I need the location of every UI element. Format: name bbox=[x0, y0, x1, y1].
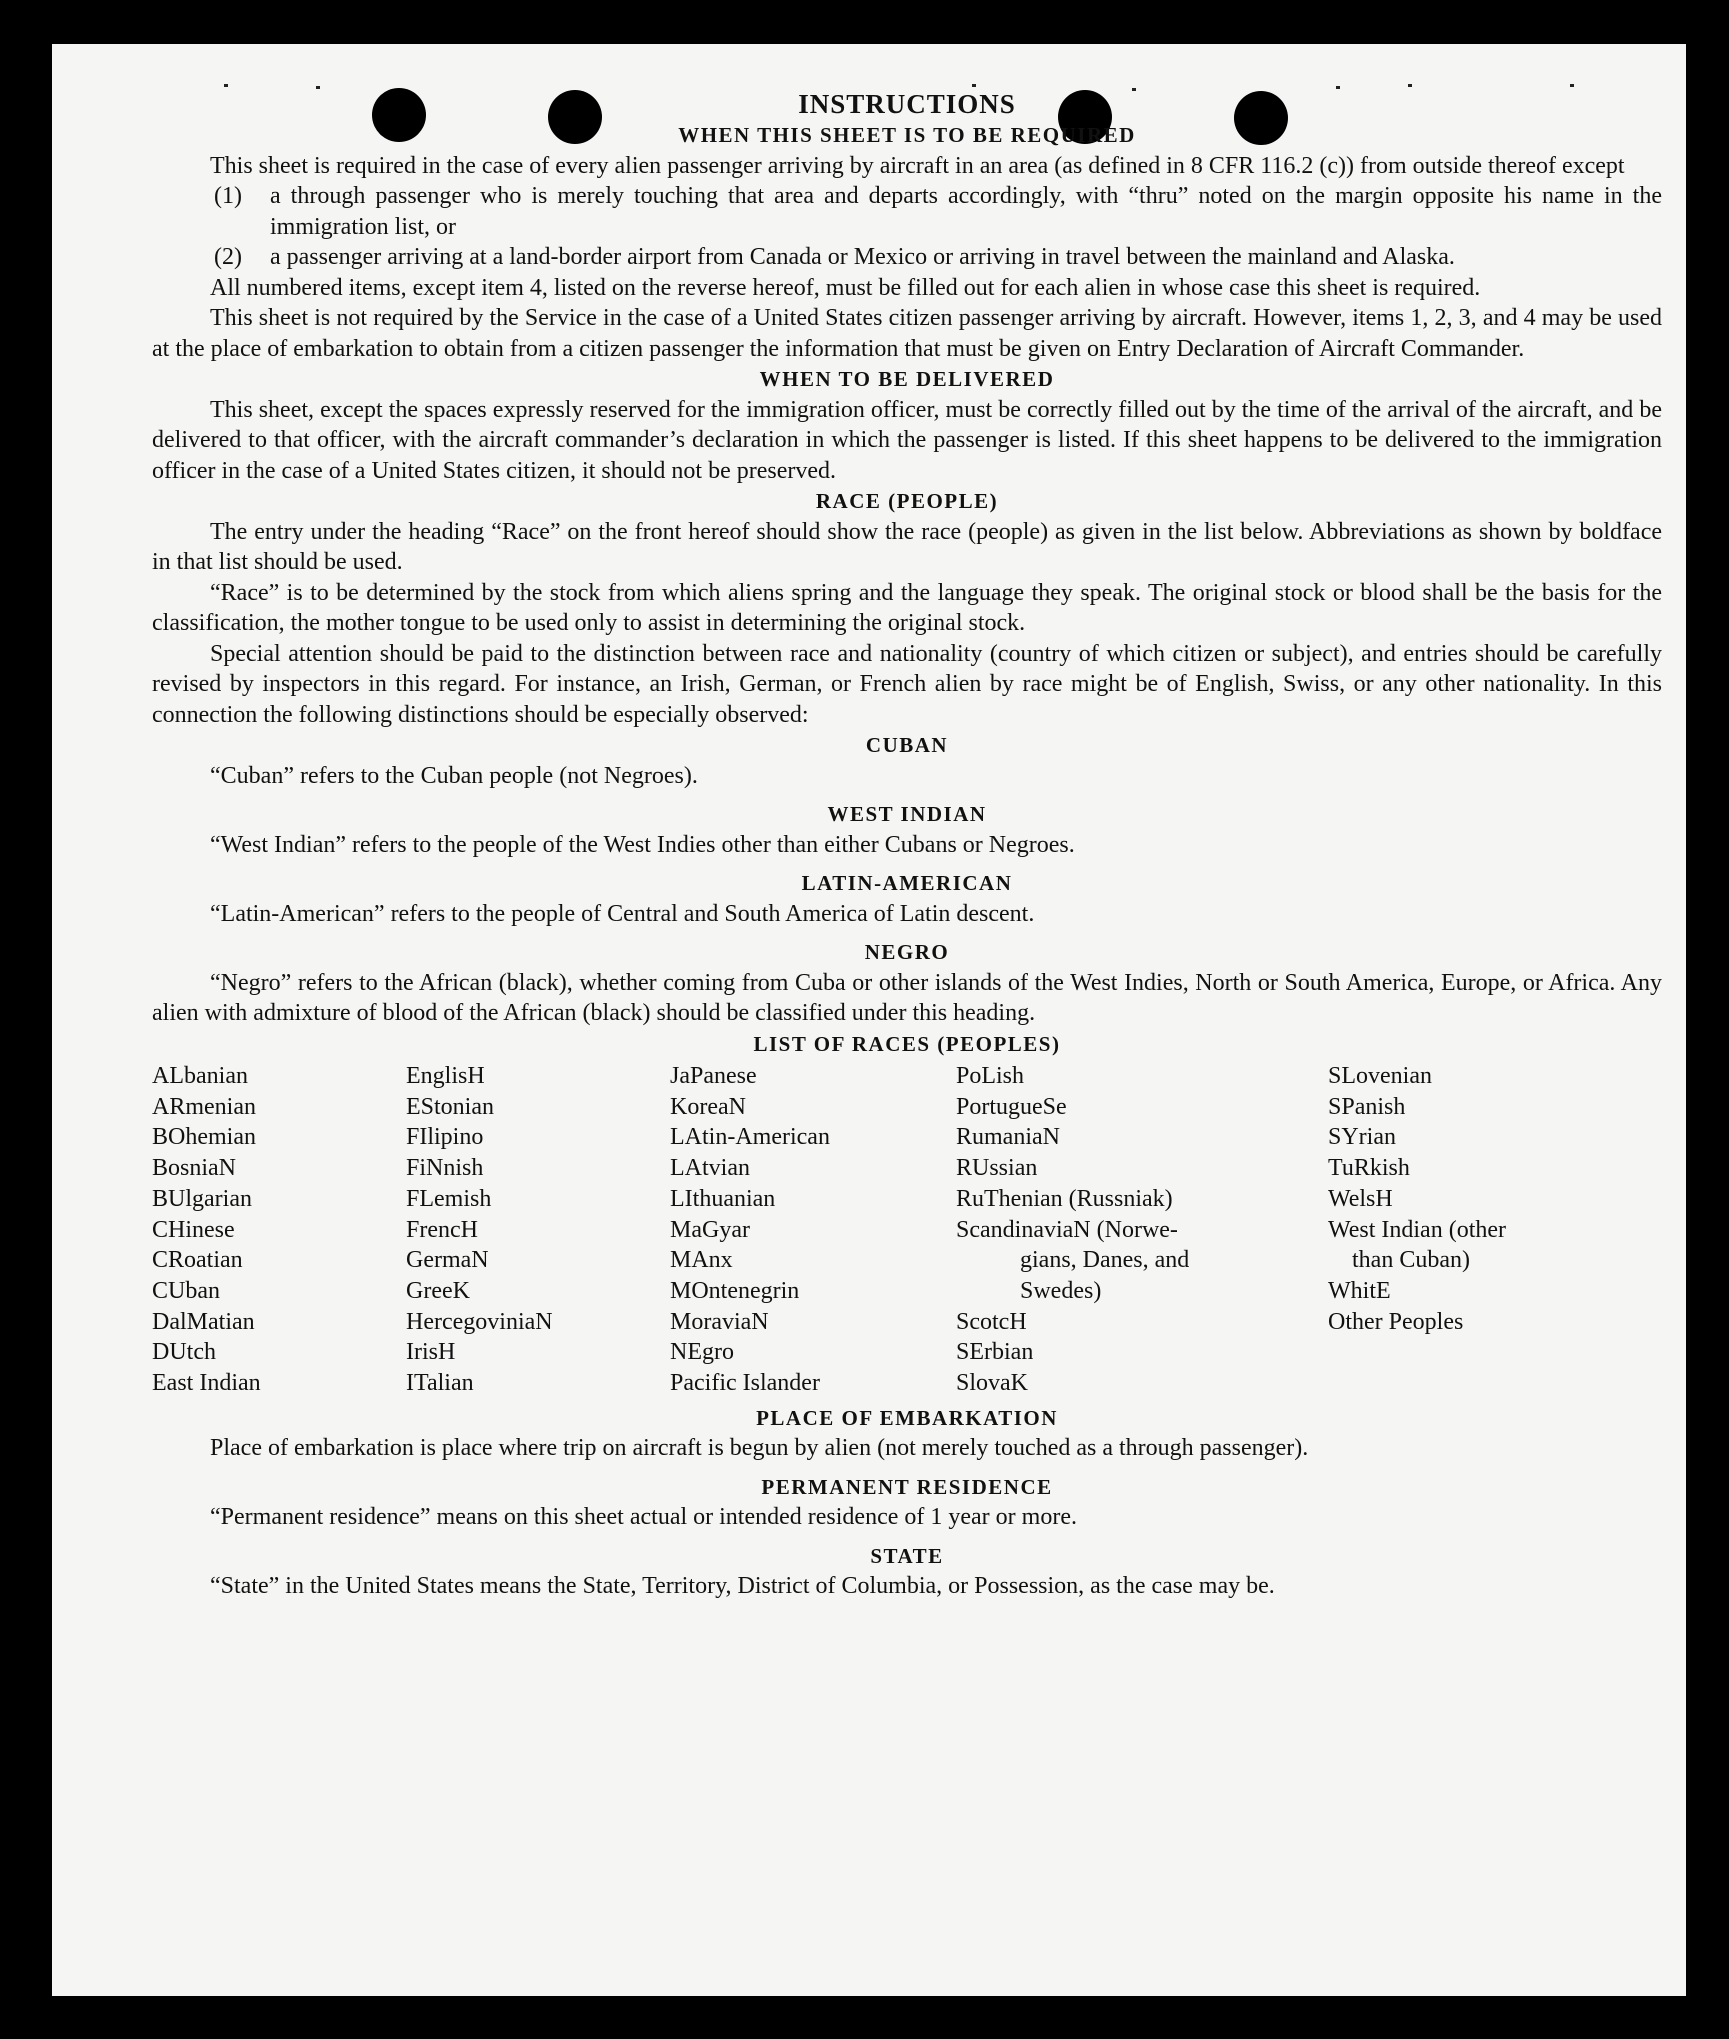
speck bbox=[972, 84, 976, 87]
race-entry: CUban bbox=[152, 1277, 220, 1304]
paragraph: “Race” is to be determined by the stock from which aliens spring and the language they speak. The original stock or blood shall be the basis for the classification, the mother tongue to be used only to assist in determining the original stock. bbox=[152, 579, 1662, 636]
race-entry: NEgro bbox=[670, 1339, 734, 1366]
speck bbox=[1570, 84, 1574, 87]
race-entry: RumaniaN bbox=[956, 1124, 1060, 1151]
section-heading: WHEN TO BE DELIVERED bbox=[759, 367, 1055, 391]
race-entry: RUssian bbox=[956, 1155, 1038, 1182]
race-entry: JaPanese bbox=[670, 1063, 757, 1089]
race-entry: Swedes) bbox=[1020, 1277, 1102, 1304]
race-entry: EStonian bbox=[406, 1093, 494, 1120]
section-heading: STATE bbox=[870, 1543, 944, 1568]
race-entry: SYrian bbox=[1328, 1124, 1396, 1151]
section-heading: PLACE OF EMBARKATION bbox=[756, 1405, 1058, 1430]
section-heading: WEST INDIAN bbox=[827, 802, 987, 826]
race-entry: ScotcH bbox=[956, 1308, 1027, 1335]
paragraph: “State” in the United States means the State, Territory, District of Columbia, or Possession, as the case may be. bbox=[210, 1573, 1275, 1600]
race-entry: LAtvian bbox=[670, 1155, 750, 1182]
race-entry: ARmenian bbox=[152, 1093, 256, 1120]
instructions-content bbox=[152, 88, 1662, 1602]
race-entry: DUtch bbox=[152, 1339, 216, 1366]
item-number: (1) bbox=[214, 183, 242, 209]
race-entry: SPanish bbox=[1328, 1093, 1406, 1120]
race-entry: Pacific Islander bbox=[670, 1370, 820, 1397]
document-sheet bbox=[52, 44, 1686, 1996]
numbered-item bbox=[214, 242, 1662, 273]
item-text: a passenger arriving at a land-border airport from Canada or Mexico or arriving in travel between the mainland and Alaska. bbox=[270, 244, 1455, 270]
paragraph: “Permanent residence” means on this sheet actual or intended residence of 1 year or more. bbox=[210, 1504, 1077, 1531]
speck bbox=[224, 84, 228, 87]
paragraph: The entry under the heading “Race” on the front hereof should show the race (people) as given in the list below. Abbreviations as shown by boldface in that list should be used. bbox=[152, 518, 1662, 575]
race-column bbox=[956, 1061, 1328, 1399]
paragraph: Place of embarkation is place where trip on aircraft is begun by alien (not merely touched as a through passenger). bbox=[210, 1435, 1309, 1462]
section-heading: RACE (PEOPLE) bbox=[815, 489, 999, 513]
paragraph: All numbered items, except item 4, listed on the reverse hereof, must be filled out for each alien in whose case this sheet is required. bbox=[210, 274, 1481, 301]
race-entry: RuThenian (Russniak) bbox=[956, 1185, 1173, 1212]
race-entry: West Indian (other bbox=[1328, 1216, 1507, 1243]
race-entry: CRoatian bbox=[152, 1247, 243, 1274]
race-column bbox=[152, 1061, 406, 1399]
race-entry: CHinese bbox=[152, 1216, 235, 1243]
paragraph: “Latin-American” refers to the people of Central and South America of Latin descent. bbox=[210, 900, 1035, 927]
section-heading: LIST OF RACES (PEOPLES) bbox=[753, 1031, 1061, 1056]
race-entry: FIlipino bbox=[406, 1124, 484, 1151]
race-entry: ALbanian bbox=[152, 1063, 248, 1089]
race-entry: GermaN bbox=[406, 1247, 489, 1274]
section-heading: CUBAN bbox=[865, 733, 949, 757]
race-entry: KoreaN bbox=[670, 1093, 746, 1120]
race-entry: MAnx bbox=[670, 1247, 733, 1274]
race-entry: FLemish bbox=[406, 1185, 492, 1212]
document-title: INSTRUCTIONS bbox=[798, 89, 1016, 119]
race-entry: PortugueSe bbox=[956, 1093, 1067, 1120]
race-entry: SLovenian bbox=[1328, 1063, 1432, 1089]
speck bbox=[1408, 84, 1412, 87]
race-entry: HercegoviniaN bbox=[406, 1308, 553, 1335]
item-text: a through passenger who is merely touching that area and departs accordingly, with “thru” noted on the margin opposite his name in the immigration list, or bbox=[270, 183, 1662, 240]
race-entry: WelsH bbox=[1328, 1185, 1393, 1212]
race-entry: Other Peoples bbox=[1328, 1308, 1464, 1335]
paragraph: This sheet is required in the case of every alien passenger arriving by aircraft in an area (as defined in 8 CFR 116.2 (c)) from outside thereof except bbox=[210, 152, 1625, 179]
race-entry: MaGyar bbox=[670, 1216, 750, 1243]
paragraph: “Cuban” refers to the Cuban people (not Negroes). bbox=[210, 762, 698, 789]
numbered-item bbox=[214, 181, 1662, 242]
race-column bbox=[406, 1061, 670, 1399]
item-number: (2) bbox=[214, 244, 242, 270]
race-entry: SlovaK bbox=[956, 1370, 1028, 1397]
race-entry: GreeK bbox=[406, 1277, 470, 1304]
race-entry: gians, Danes, and bbox=[1020, 1247, 1190, 1274]
race-entry: BosniaN bbox=[152, 1155, 236, 1182]
race-entry: TuRkish bbox=[1328, 1155, 1410, 1182]
paragraph: This sheet, except the spaces expressly reserved for the immigration officer, must be correctly filled out by the time of the arrival of the aircraft, and be delivered to that officer, with the aircraft commander’s declaration in which the passenger is listed. If this sheet happens to be delivered to the immigration officer in the case of a United States citizen, it should not be preserved. bbox=[152, 396, 1662, 484]
race-entry: LAtin-American bbox=[670, 1124, 830, 1151]
race-entry: than Cuban) bbox=[1352, 1247, 1470, 1274]
race-entry: PoLish bbox=[956, 1063, 1025, 1089]
race-entry: ITalian bbox=[406, 1370, 474, 1397]
race-entry: SErbian bbox=[956, 1339, 1034, 1366]
race-entry: IrisH bbox=[406, 1339, 456, 1366]
paragraph: This sheet is not required by the Service in the case of a United States citizen passenger arriving by aircraft. However, items 1, 2, 3, and 4 may be used at the place of embarkation to obtain from a citizen passenger the information that must be given on Entry Declaration of Aircraft Commander. bbox=[152, 305, 1662, 362]
race-entry: East Indian bbox=[152, 1370, 261, 1397]
section-heading: WHEN THIS SHEET IS TO BE REQUIRED bbox=[678, 123, 1136, 147]
race-entry: ScandinaviaN (Norwe- bbox=[956, 1216, 1178, 1243]
section-heading: NEGRO bbox=[864, 940, 950, 964]
race-entry: BUlgarian bbox=[152, 1185, 252, 1212]
race-entry: EnglisH bbox=[406, 1063, 485, 1089]
race-entry: DalMatian bbox=[152, 1308, 255, 1335]
section-heading: LATIN-AMERICAN bbox=[801, 871, 1013, 895]
race-column bbox=[670, 1061, 956, 1399]
race-entry: LIthuanian bbox=[670, 1185, 776, 1212]
race-column bbox=[1328, 1061, 1628, 1399]
race-entry: BOhemian bbox=[152, 1124, 256, 1151]
race-entry: MoraviaN bbox=[670, 1308, 769, 1335]
section-heading: PERMANENT RESIDENCE bbox=[761, 1474, 1053, 1499]
paragraph: Special attention should be paid to the distinction between race and nationality (country of which citizen or subject), and entries should be carefully revised by inspectors in this regard. For instance, an Irish, German, or French alien by race might be of English, Swiss, or any other nationality. In this connection the following distinctions should be especially observed: bbox=[152, 640, 1662, 728]
race-list bbox=[152, 1061, 1662, 1399]
race-entry: WhitE bbox=[1328, 1277, 1391, 1304]
race-entry: FiNnish bbox=[406, 1155, 484, 1182]
paragraph: “Negro” refers to the African (black), whether coming from Cuba or other islands of the West Indies, North or South America, Europe, or Africa. Any alien with admixture of blood of the African (black) should be classified under this heading. bbox=[152, 969, 1662, 1026]
race-entry: MOntenegrin bbox=[670, 1277, 800, 1304]
paragraph: “West Indian” refers to the people of the West Indies other than either Cubans or Negroes. bbox=[210, 831, 1075, 858]
race-entry: FrencH bbox=[406, 1216, 478, 1243]
